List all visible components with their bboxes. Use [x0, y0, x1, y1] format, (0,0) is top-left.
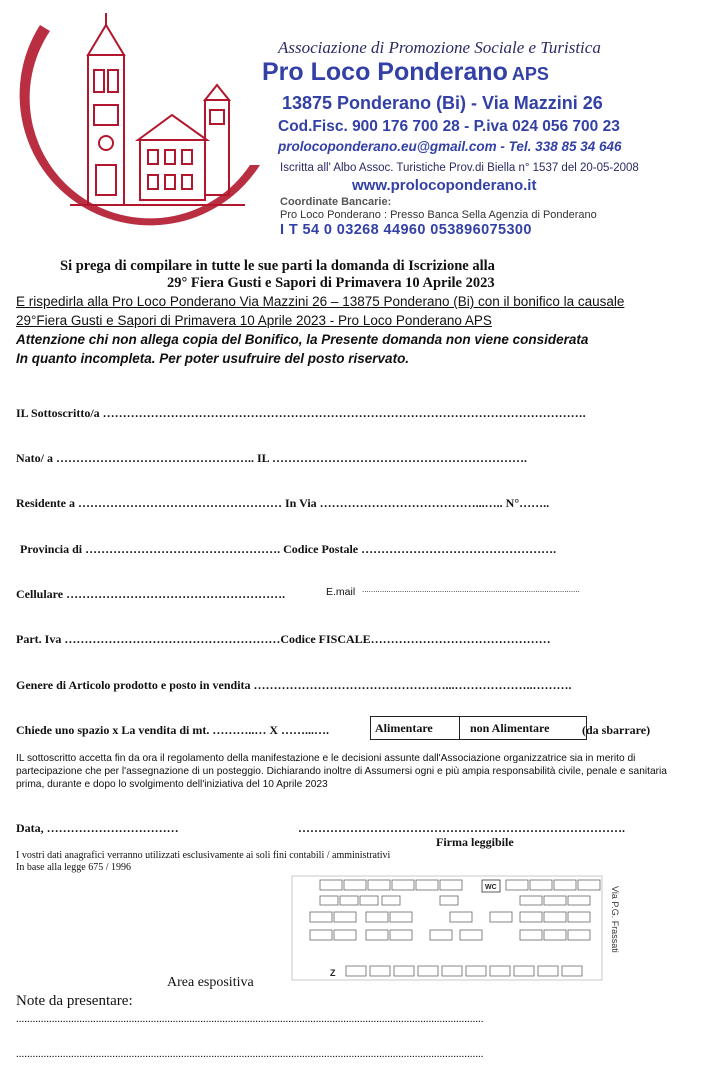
- header-contact: prolocoponderano.eu@gmail.com - Tel. 338 85 34 646: [278, 139, 622, 154]
- option-non-alimentare[interactable]: non Alimentare: [470, 721, 550, 735]
- map-area-label: Area espositiva: [167, 975, 254, 990]
- field-email-label: E.mail: [326, 586, 356, 598]
- field-cellulare[interactable]: Cellulare ……………………………………………….: [16, 587, 286, 601]
- intro-line-2: 29° Fiera Gusti e Sapori di Primavera 10 Aprile 2023: [167, 275, 495, 291]
- field-partita-iva[interactable]: Part. Iva ………………………………………………Codice FISCALE………………………………………: [16, 632, 551, 646]
- header-address: 13875 Ponderano (Bi) - Via Mazzini 26: [282, 93, 603, 113]
- field-nato[interactable]: Nato/ a ………………………………………….. IL ……………………………………………………….: [16, 451, 528, 465]
- legal-line-1: IL sottoscritto accetta fin da ora il regolamento della manifestazione e le decisioni assunte dall'Associazione organizzatrice sia in merito di: [16, 753, 636, 764]
- intro-line-5: Attenzione chi non allega copia del Bonifico, la Presente domanda non viene considerata: [16, 332, 589, 347]
- field-residente[interactable]: Residente a …………………………………………… In Via …………………………………...….. N°……..: [16, 496, 550, 510]
- header-association: Associazione di Promozione Sociale e Turistica: [278, 38, 601, 57]
- notes-line-1[interactable]: ..........................................................................................................................................................................: [16, 1013, 484, 1025]
- signature-label: Firma leggibile: [436, 835, 514, 849]
- header-website: www.prolocoponderano.it: [352, 177, 537, 194]
- header-bank-line: Pro Loco Ponderano : Presso Banca Sella Agenzia di Ponderano: [280, 209, 597, 221]
- date-field[interactable]: Data, ……………………………: [16, 821, 179, 835]
- field-chiede[interactable]: Chiede uno spazio x La vendita di mt. ………..… X ……...….: [16, 723, 330, 737]
- privacy-line-2: In base alla legge 675 / 1996: [16, 862, 131, 873]
- field-genere[interactable]: Genere di Articolo prodotto e posto in vendita …………………………………………...………………..……….: [16, 678, 572, 692]
- intro-line-3: E rispedirla alla Pro Loco Ponderano Via Mazzini 26 – 13875 Ponderano (Bi) con il bonifico la causale: [16, 294, 625, 309]
- field-email[interactable]: ..................................................................................................: [362, 585, 580, 594]
- header-iban: I T 54 0 03268 44960 053896075300: [280, 222, 532, 238]
- notes-line-2[interactable]: ..........................................................................................................................................................................: [16, 1048, 484, 1060]
- header-registry: Iscritta all' Albo Assoc. Turistiche Prov.di Biella n° 1537 del 20-05-2008: [280, 162, 639, 174]
- org-suffix: APS: [511, 64, 549, 84]
- map-z-label: Z: [330, 968, 336, 978]
- intro-line-1: Si prega di compilare in tutte le sue parti la domanda di Iscrizione alla: [60, 258, 495, 274]
- field-sottoscritto[interactable]: IL Sottoscritto/a ………………………………………………………………………………………………………….: [16, 406, 586, 420]
- option-note: (da sbarrare): [582, 723, 651, 737]
- intro-line-4: 29°Fiera Gusti e Sapori di Primavera 10 Aprile 2023 - Pro Loco Ponderano APS: [16, 313, 492, 328]
- option-alimentare[interactable]: Alimentare: [371, 717, 460, 739]
- map-street-label: Via P.G. Frassati: [610, 886, 620, 953]
- signature-field[interactable]: ……………………………………………………………………….: [298, 821, 625, 835]
- header-org-name: [262, 58, 549, 87]
- header-fiscal: Cod.Fisc. 900 176 700 28 - P.iva 024 056 700 23: [278, 118, 620, 135]
- legal-line-2: partecipazione che per l'assegnazione di un posteggio. Dichiarando inoltre di Assumersi ogni e più ampia responsabilità civile, penale e sanitaria: [16, 766, 667, 777]
- option-boxes: [370, 716, 587, 740]
- field-provincia[interactable]: Provincia di …………………………………………. Codice Postale ………………………………………….: [20, 542, 557, 556]
- privacy-line-1: I vostri dati anagrafici verranno utilizzati esclusivamente ai soli fini contabili / amministrativi: [16, 850, 391, 861]
- logo-illustration: [10, 5, 270, 230]
- org-name: Pro Loco Ponderano: [262, 58, 508, 86]
- exhibition-area-map: [290, 872, 630, 982]
- notes-label: Note da presentare:: [16, 993, 133, 1009]
- header-bank-title: Coordinate Bancarie:: [280, 196, 392, 208]
- map-wc-label: WC: [485, 884, 497, 891]
- legal-line-3: prima, durante e dopo lo svolgimento dell'iniziativa del 10 Aprile 2023: [16, 779, 328, 790]
- intro-line-6: In quanto incompleta. Per poter usufruire del posto riservato.: [16, 351, 410, 366]
